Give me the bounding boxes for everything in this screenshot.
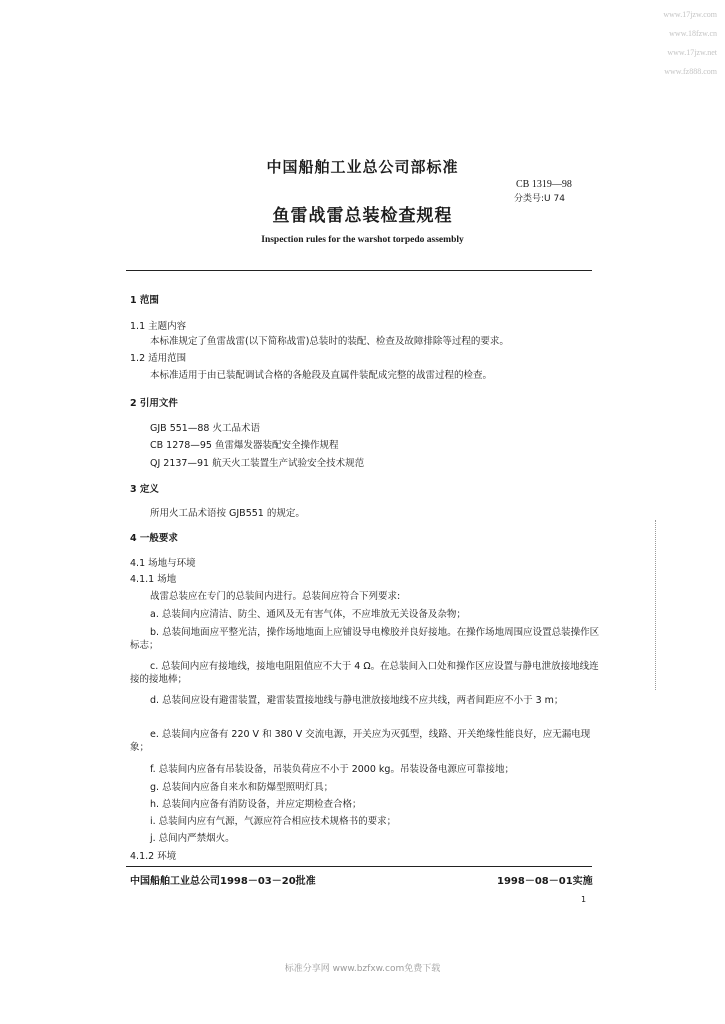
body-line: 本标准规定了鱼雷战雷(以下简称战雷)总装时的装配、检查及故障排除等过程的要求。 xyxy=(150,336,509,347)
standard-code: CB 1319—98 xyxy=(516,179,572,190)
subsection-heading: 4.1 场地与环境 xyxy=(130,558,196,569)
list-item: c. 总装间内应有接地线，接地电阻阻值应不大于 4 Ω。在总装间入口处和操作区应设置与静电泄放接地线连接的接地棒； xyxy=(130,661,599,685)
watermark-text: www.17jzw.net xyxy=(667,48,717,57)
list-item: b. 总装间地面应平整光洁，操作场地地面上应铺设导电橡胶并良好接地。在操作场地周围应设置总装操作区标志； xyxy=(130,627,600,651)
list-item: a. 总装间内应清洁、防尘、通风及无有害气体，不应堆放无关设备及杂物； xyxy=(150,609,466,620)
subsection-heading: 4.1.2 环境 xyxy=(130,851,177,862)
issuing-organization: 中国船舶工业总公司部标准 xyxy=(266,158,459,176)
body-line: 战雷总装应在专门的总装间内进行。总装间应符合下列要求: xyxy=(150,591,401,602)
classification-number: 分类号:U 74 xyxy=(514,194,565,204)
list-item: h. 总装间内应备有消防设备，并应定期检查合格； xyxy=(150,799,362,810)
footer-divider xyxy=(126,866,592,867)
reference-item: QJ 2137—91 航天火工装置生产试验安全技术规范 xyxy=(150,458,365,469)
download-footer: 标准分享网 www.bzfxw.com免费下载 xyxy=(284,964,441,974)
section-heading: 2 引用文件 xyxy=(130,398,178,409)
effective-date: 1998－08－01实施 xyxy=(497,876,593,887)
body-line: 本标准适用于由已装配调试合格的各舱段及直属件装配成完整的战雷过程的检查。 xyxy=(150,370,493,381)
body-line: 所用火工品术语按 GJB551 的规定。 xyxy=(150,508,305,519)
reference-item: CB 1278—95 鱼雷爆发器装配安全操作规程 xyxy=(150,440,339,451)
subsection-heading: 1.1 主题内容 xyxy=(130,321,187,332)
subsection-heading: 4.1.1 场地 xyxy=(130,574,177,585)
list-item: d. 总装间应设有避雷装置，避雷装置接地线与静电泄放接地线不应共线，两者间距应不小于 3 m； xyxy=(150,695,564,706)
page-number: 1 xyxy=(581,895,587,904)
list-item: g. 总装间内应备自来水和防爆型照明灯具； xyxy=(150,782,334,793)
list-item: f. 总装间内应备有吊装设备，吊装负荷应不小于 2000 kg。吊装设备电源应可靠接地； xyxy=(150,764,514,775)
watermark-text: www.fz888.com xyxy=(664,67,717,76)
section-heading: 1 范围 xyxy=(130,295,159,306)
list-item: e. 总装间内应备有 220 V 和 380 V 交流电源，开关应为灭弧型，线路、开关绝缘性能良好，应无漏电现象； xyxy=(130,729,591,753)
reference-item: GJB 551—88 火工品术语 xyxy=(150,423,260,434)
subsection-heading: 1.2 适用范围 xyxy=(130,353,187,364)
list-item: i. 总装间内应有气源，气源应符合相应技术规格书的要求； xyxy=(150,816,397,827)
section-heading: 3 定义 xyxy=(130,484,159,495)
watermark-text: www.17jzw.com xyxy=(663,10,717,19)
english-title: Inspection rules for the warshot torpedo assembly xyxy=(261,235,464,245)
watermark-text: www.18fzw.cn xyxy=(669,29,717,38)
list-item: j. 总间内严禁烟火。 xyxy=(150,833,235,844)
header-divider xyxy=(126,270,592,271)
document-title: 鱼雷战雷总装检查规程 xyxy=(272,206,453,226)
scan-edge-dots xyxy=(655,520,656,690)
section-heading: 4 一般要求 xyxy=(130,533,178,544)
approval-date: 中国船舶工业总公司1998－03－20批准 xyxy=(130,876,316,887)
